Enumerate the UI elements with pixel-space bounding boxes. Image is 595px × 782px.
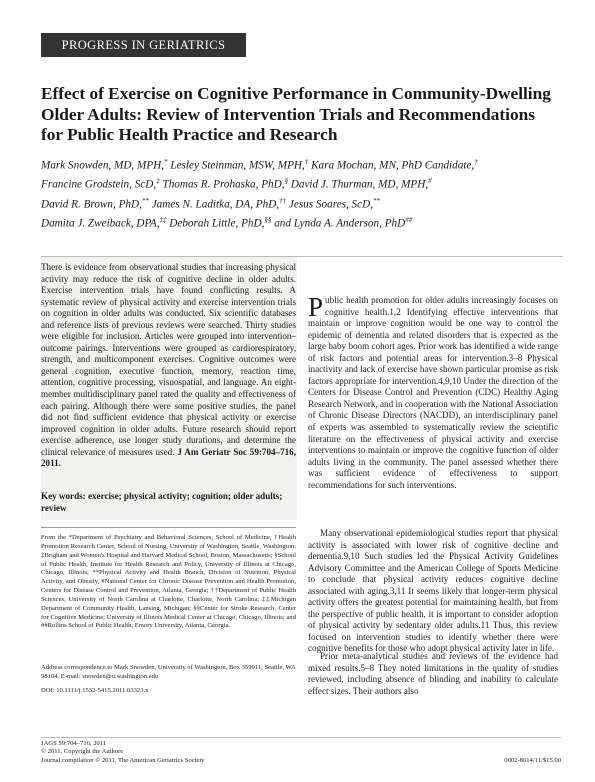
author-mark: ** (373, 196, 380, 205)
author: Jesus Soares, ScD, (288, 198, 373, 211)
author-mark: ## (405, 215, 413, 224)
author-mark: §§ (264, 215, 272, 224)
author-mark: § (284, 177, 288, 186)
doi: DOI: 10.1111/j.1532-5415.2011.03323.x (41, 687, 149, 694)
author: and Lynda A. Anderson, PhD (274, 217, 406, 230)
abstract-text: There is evidence from observational studies that increasing physical activity may reduce the risk of cognitive decline in older adults. Exercise intervention trials have found conflicting results. A systematic review of physical activity and exercise intervention trials on cognition in older adults was conducted. Six scientific databases and reference lists of previous reviews were searched. Thirty studies were eligible for inclusion. Articles were grouped into intervention–outcome pairings. Interventions were grouped as cardiorespiratory, strength, and multicomponent exercises. Cognitive outcomes were general cognition, executive function, memory, reaction time, attention, cognitive processing, visuospatial, and language. An eight-member multidisciplinary panel rated the quality and effectiveness of each pairing. Although there were some positive studies, the panel did not find sufficient evidence that physical activity or exercise improved cognition in older adults. Future research should report exercise adherence, use longer study durations, and determine the clinical relevance of measures used. (41, 262, 296, 457)
author: Mark Snowden, MD, MPH, (41, 159, 165, 172)
article-title: Effect of Exercise on Cognitive Performance in Community-Dwelling Older Adults: Review of Intervention Trials and Recommendations for Public Health Practice and Research (41, 84, 551, 144)
author-mark: † (304, 158, 309, 166)
journal-info: JAGS 59:704–716, 2011 (41, 740, 107, 747)
author: David R. Brown, PhD, (41, 198, 142, 211)
author: Damita J. Zweiback, DPA, (41, 217, 160, 230)
correspondence: Address correspondence to Mark Snowden, University of Washington, Box 359911, Seattle, WA 98104. E-mail: snowden@u.washington.edu (41, 664, 296, 680)
author-mark: †† (279, 196, 287, 205)
abstract (41, 262, 296, 470)
affiliation-rule (41, 527, 296, 528)
paragraph-text: ublic health promotion for older adults increasingly focuses on cognitive health.1,2 Identifying effective interventions that maintain or improve cognition would be one way to control the epidemic of dementia and related disorders that is expected as the large baby boom cohort ages. Prior work has identified a wide range of risk factors and potential areas for intervention.3–8 Physical inactivity and lack of exercise have shown particular promise as risk factors appropriate for intervention.4,9,10 Under the direction of the Centers for Disease Control and Prevention (CDC) Healthy Aging Research Network, and in cooperation with the National Association of Chronic Disease Directors (NACDD), an interdisciplinary panel of experts was assembled to systematically review the scientific literature on the effectiveness of physical activity and exercise interventions to maintain or improve the cognitive function of older adults living in the community. The panel assessed whether there was sufficient evidence of effectiveness to support recommendations for such interventions. (308, 295, 558, 490)
drop-cap: P (308, 292, 324, 322)
journal-footer (41, 740, 205, 765)
footer-rule (41, 737, 561, 738)
author: David J. Thurman, MD, MPH, (290, 179, 429, 192)
author-mark: * (164, 158, 168, 166)
author: Deborah Little, PhD, (169, 217, 265, 230)
author: Lesley Steinman, MSW, MPH, (170, 159, 305, 172)
author-mark: ‡ (156, 177, 160, 186)
author: Thomas R. Prohaska, PhD, (162, 179, 285, 192)
keywords: Key words: exercise; physical activity; cognition; older adults; review (41, 491, 283, 513)
abstract-citation: J Am Geriatr Soc 59:704–716, 2011. (41, 446, 296, 469)
issn-code: 0002-8614/11/$15.00 (504, 757, 561, 764)
author-mark: † (474, 158, 478, 166)
section-banner: PROGRESS IN GERIATRICS (41, 33, 246, 57)
author-mark: ** (141, 196, 149, 205)
copyright: © 2011, Copyright the Authors (41, 748, 123, 756)
body-paragraph-2: Many observational epidemiological studies report that physical activity is associated with lower risk of cognitive decline and dementia.9,10 Such studies led the Physical Activity Guidelines Advisory Committee and the American College of Sports Medicine to conclude that physical activity reduces cognitive decline associated with aging.3,11 It seems likely that longer-term physical activity offers the greatest potential for maintaining health, but from the perspective of public health, it is important to consider adoption of physical activity by sedentary older adults.11 Thus, this review focused on intervention studies to identify whether there were cognitive benefits for those who adopt physical activity later in life. (308, 528, 558, 654)
author-list (41, 155, 561, 232)
abstract-top-rule (41, 256, 563, 257)
journal-compilation: Journal compilation © 2011, The American Geriatrics Society (41, 756, 205, 764)
body-paragraph-3: Prior meta-analytical studies and reviews of the evidence had mixed results.5–8 They noted limitations in the quality of studies reviewed, including absence of blinding and inability to calculate effect sizes. Their authors also (308, 651, 558, 696)
author-mark: # (428, 177, 432, 186)
author: Francine Grodstein, ScD, (41, 179, 157, 192)
affiliations: From the *Department of Psychiatry and Behavioral Sciences, School of Medicine, †Health Promotion Research Center, School of Nursing, University of Washington, Seattle, Washington; ‡Brigham and Women's Hospital and Harvard Medical School, Boston, Massachusetts; §School of Public Health, Institute for Health Research and Policy, University of Illinois at Chicago, Chicago, Illinois; **Physical Activity and Health Branch, Division of Nutrition, Physical Activity, and Obesity, #National Center for Chronic Disease Prevention and Health Promotion, Centers for Disease Control and Prevention, Atlanta, Georgia; ††Department of Public Health Sciences, University of North Carolina at Charlotte, Charlotte, North Carolina; ‡‡Michigan Department of Community Health, Lansing, Michigan; §§Center for Stroke Research, Center for Cognitive Medicine; University of Illinois Medical Center at Chicago, Chicago, Illinois; and ##Rollins School of Public Health, Emory University, Atlanta, Georgia. (41, 534, 296, 630)
author-mark: ‡‡ (159, 215, 167, 224)
author: James N. Laditka, DA, PhD, (151, 198, 280, 211)
author: Kara Mochan, MN, PhD Candidate, (311, 159, 475, 172)
body-paragraph-1 (308, 292, 558, 491)
